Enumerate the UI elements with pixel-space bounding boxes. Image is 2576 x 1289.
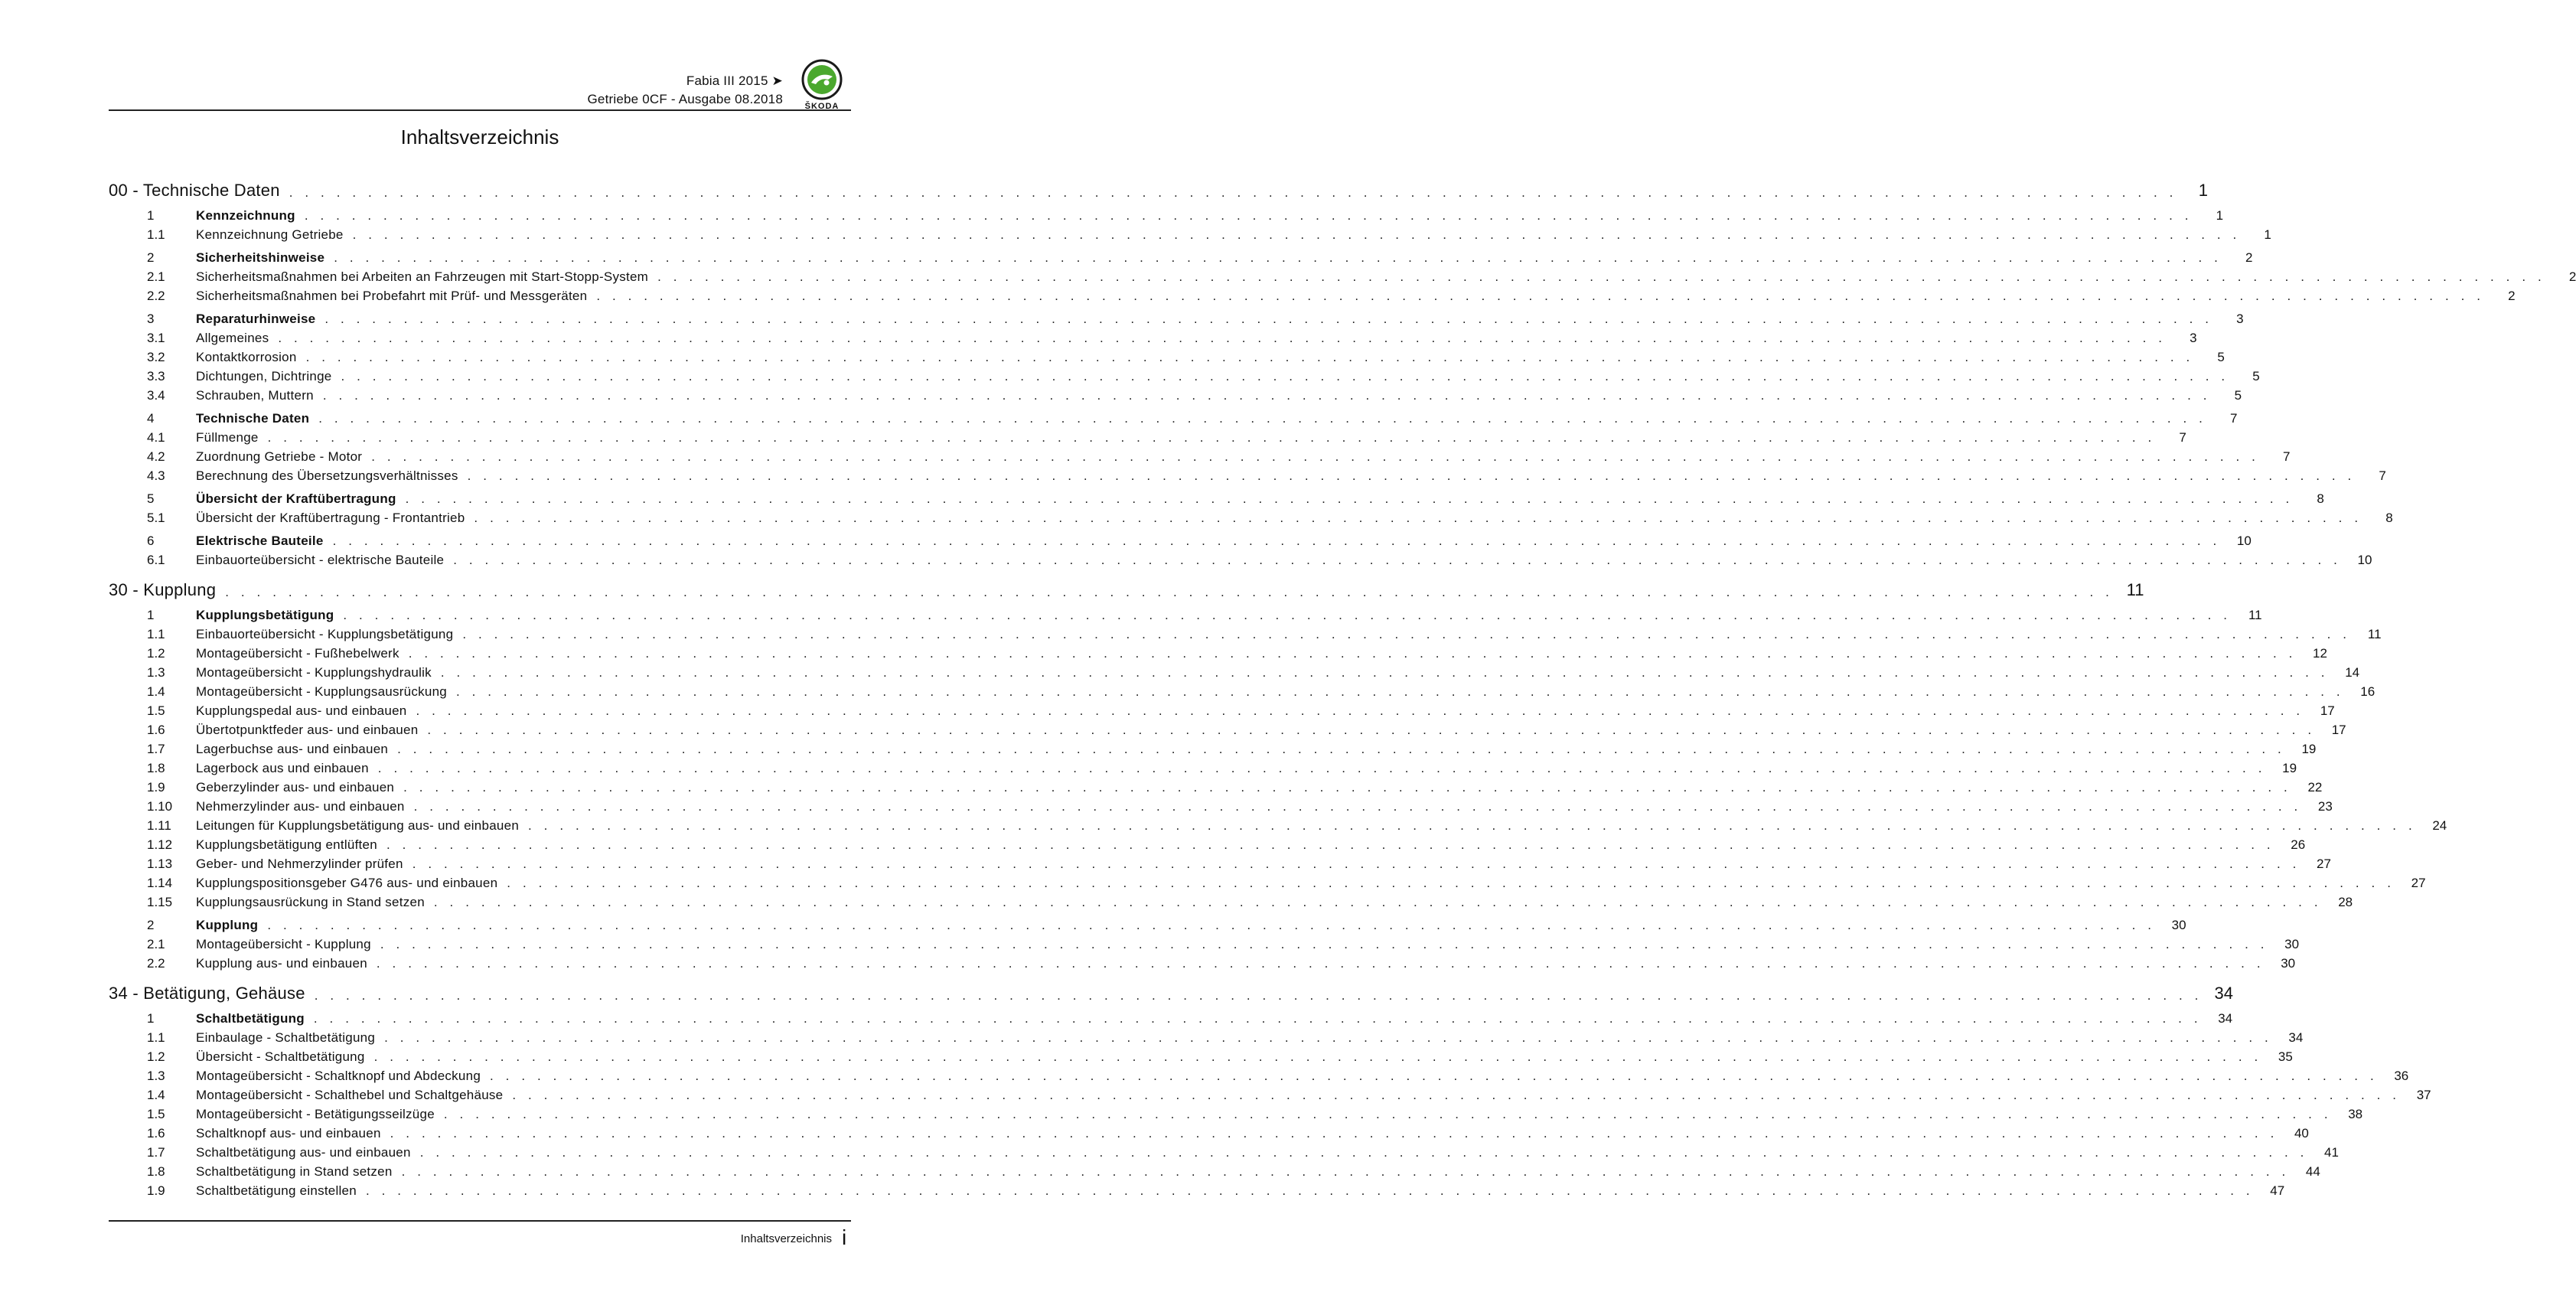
toc-title: Übertotpunktfeder aus- und einbauen [196,723,419,737]
toc-number: 1.4 [147,1088,165,1102]
toc-title: Übersicht der Kraftübertragung [196,491,396,506]
toc-page: 7 [2282,449,2291,464]
toc-subsection-entry[interactable] [109,507,2393,526]
toc-number: 1.7 [147,742,165,756]
toc-number: 4.3 [147,468,165,483]
toc-number: 1.1 [147,1030,165,1045]
toc-subsection-entry[interactable] [109,872,2426,891]
toc-chapter [109,576,2447,971]
toc-page: 14 [2345,665,2360,680]
dot-leader: . . . . . . . . . . . . . . . . . . . . . . . . . . . . . . . . . . . . . . . . . . . . . . . . . . . . . . . . . . . . . . . . . . . . . . . . . . . . . . . . . . . . . . . . . . . . . . . . . . . . . . . . . . . . . . . . . . . . . . . . [343,608,2232,622]
toc-number: 1.2 [147,646,165,661]
toc-number: 4.2 [147,449,165,464]
toc-page: 10 [2236,534,2252,548]
skoda-logo [794,57,849,112]
toc-title: Berechnung des Übersetzungsverhältnisses [196,468,458,483]
toc-title: Kupplungsausrückung in Stand setzen [196,895,425,909]
toc-title: Montageübersicht - Schalthebel und Schaltgehäuse [196,1088,504,1102]
dot-leader: . . . . . . . . . . . . . . . . . . . . . . . . . . . . . . . . . . . . . . . . . . . . . . . . . . . . . . . . . . . . . . . . . . . . . . . . . . . . . . . . . . . . . . . . . . . . . . . . . . . . . . . . . . . . . . . . . . . . . . . . [413,799,2302,814]
toc-number: 1.5 [147,703,165,718]
toc-title: Einbauorteübersicht - elektrische Bauteile [196,553,445,567]
toc-subsection-entry[interactable] [109,285,2516,304]
footer-label: Inhaltsverzeichnis [740,1232,832,1245]
toc-page: 27 [2411,876,2426,890]
dot-leader: . . . . . . . . . . . . . . . . . . . . . . . . . . . . . . . . . . . . . . . . . . . . . . . . . . . . . . . . . . . . . . . . . . . . . . . . . . . . . . . . . . . . . . . . . . . . . . . . . . . . . . . . . . . . . . . . . . . . . . . . [341,369,2229,383]
toc-subsection-entry[interactable] [109,1160,2320,1180]
toc-title: Zuordnung Getriebe - Motor [196,449,363,464]
toc-subsection-entry[interactable] [109,642,2327,661]
toc-title: Kupplung [196,918,259,932]
toc-section-entry[interactable] [109,604,2262,623]
toc-page: 19 [2301,742,2317,756]
toc-number: 1.11 [147,818,171,833]
dot-leader: . . . . . . . . . . . . . . . . . . . . . . . . . . . . . . . . . . . . . . . . . . . . . . . . . . . . . . . . . . . . . . . . . . . . . . . . . . . . . . . . . . . . . . . . . . . . . . . . . . . . . . . . . . . . . . . . . . . . . . . . [433,895,2323,909]
dot-leader: . . . . . . . . . . . . . . . . . . . . . . . . . . . . . . . . . . . . . . . . . . . . . . . . . . . . . . . . . . . . . . . . . . . . . . . . . . . . . . . . . . . . . . . . . . . . . . . . . . . . . . . . . . . . . . . . . . . . . . . . [289,185,2177,200]
toc-page: 12 [2313,646,2327,661]
dot-leader: . . . . . . . . . . . . . . . . . . . . . . . . . . . . . . . . . . . . . . . . . . . . . . . . . . . . . . . . . . . . . . . . . . . . . . . . . . . . . . . . . . . . . . . . . . . . . . . . . . . . . . . . . . . . . . . . . . . . . . . . [528,818,2417,833]
toc-number: 1.12 [147,837,173,852]
toc-title: Montageübersicht - Fußhebelwerk [196,646,399,661]
dot-leader: . . . . . . . . . . . . . . . . . . . . . . . . . . . . . . . . . . . . . . . . . . . . . . . . . . . . . . . . . . . . . . . . . . . . . . . . . . . . . . . . . . . . . . . . . . . . . . . . . . . . . . . . . . . . . . . . . . . . . . . . [440,665,2330,680]
toc-page: 26 [2291,837,2306,852]
toc-subsection-entry[interactable] [109,327,2197,346]
toc-number: 1.8 [147,1164,165,1179]
header-edition: Getriebe 0CF - Ausgabe 08.2018 [587,92,783,106]
dot-leader: . . . . . . . . . . . . . . . . . . . . . . . . . . . . . . . . . . . . . . . . . . . . . . . . . . . . . . . . . . . . . . . . . . . . . . . . . . . . . . . . . . . . . . . . . . . . . . . . . . . . . . . . . . . . . . . . . . . . . . . . [474,511,2362,525]
dot-leader: . . . . . . . . . . . . . . . . . . . . . . . . . . . . . . . . . . . . . . . . . . . . . . . . . . . . . . . . . . . . . . . . . . . . . . . . . . . . . . . . . . . . . . . . . . . . . . . . . . . . . . . . . . . . . . . . . . . . . . . . [324,312,2213,326]
toc-subsection-entry[interactable] [109,738,2317,757]
toc-number: 3.3 [147,369,165,383]
dot-leader: . . . . . . . . . . . . . . . . . . . . . . . . . . . . . . . . . . . . . . . . . . . . . . . . . . . . . . . . . . . . . . . . . . . . . . . . . . . . . . . . . . . . . . . . . . . . . . . . . . . . . . . . . . . . . . . . . . . . . . . . [405,491,2294,506]
dot-leader: . . . . . . . . . . . . . . . . . . . . . . . . . . . . . . . . . . . . . . . . . . . . . . . . . . . . . . . . . . . . . . . . . . . . . . . . . . . . . . . . . . . . . . . . . . . . . . . . . . . . . . . . . . . . . . . . . . . . . . . . [304,208,2193,223]
toc-page: 30 [2171,918,2186,932]
toc-title: Schrauben, Muttern [196,388,314,403]
dot-leader: . . . . . . . . . . . . . . . . . . . . . . . . . . . . . . . . . . . . . . . . . . . . . . . . . . . . . . . . . . . . . . . . . . . . . . . . . . . . . . . . . . . . . . . . . . . . . . . . . . . . . . . . . . . . . . . . . . . . . . . . [512,1088,2401,1102]
dot-leader: . . . . . . . . . . . . . . . . . . . . . . . . . . . . . . . . . . . . . . . . . . . . . . . . . . . . . . . . . . . . . . . . . . . . . . . . . . . . . . . . . . . . . . . . . . . . . . . . . . . . . . . . . . . . . . . . . . . . . . . . [384,1030,2273,1045]
toc-subsection-entry[interactable] [109,776,2323,795]
toc-title: Montageübersicht - Kupplung [196,937,371,951]
dot-leader: . . . . . . . . . . . . . . . . . . . . . . . . . . . . . . . . . . . . . . . . . . . . . . . . . . . . . . . . . . . . . . . . . . . . . . . . . . . . . . . . . . . . . . . . . . . . . . . . . . . . . . . . . . . . . . . . . . . . . . . . [314,988,2203,1003]
toc-subsection-entry[interactable] [109,1122,2309,1141]
toc-section-entry[interactable] [109,246,2253,266]
toc-page: 30 [2284,937,2300,951]
dot-leader: . . . . . . . . . . . . . . . . . . . . . . . . . . . . . . . . . . . . . . . . . . . . . . . . . . . . . . . . . . . . . . . . . . . . . . . . . . . . . . . . . . . . . . . . . . . . . . . . . . . . . . . . . . . . . . . . . . . . . . . . [490,1069,2379,1083]
toc-number: 6 [147,534,155,548]
toc-number: 1.4 [147,684,165,699]
toc-subsection-entry[interactable] [109,661,2360,680]
toc-subsection-entry[interactable] [109,384,2242,403]
toc-section-entry[interactable] [109,407,2238,426]
toc-page: 30 [2281,956,2296,971]
toc-number: 1.1 [147,627,165,641]
dot-leader: . . . . . . . . . . . . . . . . . . . . . . . . . . . . . . . . . . . . . . . . . . . . . . . . . . . . . . . . . . . . . . . . . . . . . . . . . . . . . . . . . . . . . . . . . . . . . . . . . . . . . . . . . . . . . . . . . . . . . . . . [412,857,2300,871]
toc-page: 5 [2217,350,2225,364]
toc-subsection-entry[interactable] [109,933,2300,952]
toc-subsection-entry[interactable] [109,952,2296,971]
toc-page: 28 [2338,895,2353,909]
toc-title: Einbaulage - Schaltbetätigung [196,1030,376,1045]
toc-title: Montageübersicht - Kupplungshydraulik [196,665,432,680]
footer-divider [109,1220,851,1222]
dot-leader: . . . . . . . . . . . . . . . . . . . . . . . . . . . . . . . . . . . . . . . . . . . . . . . . . . . . . . . . . . . . . . . . . . . . . . . . . . . . . . . . . . . . . . . . . . . . . . . . . . . . . . . . . . . . . . . . . . . . . . . . [416,703,2304,718]
toc-subsection-entry[interactable] [109,346,2225,365]
toc-title: Dichtungen, Dichtringe [196,369,332,383]
toc-subsection-entry[interactable] [109,814,2447,834]
toc-page: 1 [2264,227,2271,242]
dot-leader: . . . . . . . . . . . . . . . . . . . . . . . . . . . . . . . . . . . . . . . . . . . . . . . . . . . . . . . . . . . . . . . . . . . . . . . . . . . . . . . . . . . . . . . . . . . . . . . . . . . . . . . . . . . . . . . . . . . . . . . . [305,350,2194,364]
toc-subsection-entry[interactable] [109,224,2271,243]
dot-leader: . . . . . . . . . . . . . . . . . . . . . . . . . . . . . . . . . . . . . . . . . . . . . . . . . . . . . . . . . . . . . . . . . . . . . . . . . . . . . . . . . . . . . . . . . . . . . . . . . . . . . . . . . . . . . . . . . . . . . . . . [467,468,2356,483]
toc-title: Füllmenge [196,430,259,445]
toc-subsection-entry[interactable] [109,719,2346,738]
toc-page: 44 [2305,1164,2320,1179]
toc-subsection-entry[interactable] [109,853,2331,872]
dot-leader: . . . . . . . . . . . . . . . . . . . . . . . . . . . . . . . . . . . . . . . . . . . . . . . . . . . . . . . . . . . . . . . . . . . . . . . . . . . . . . . . . . . . . . . . . . . . . . . . . . . . . . . . . . . . . . . . . . . . . . . . [318,411,2207,426]
toc-number: 1.2 [147,1049,165,1064]
dot-leader: . . . . . . . . . . . . . . . . . . . . . . . . . . . . . . . . . . . . . . . . . . . . . . . . . . . . . . . . . . . . . . . . . . . . . . . . . . . . . . . . . . . . . . . . . . . . . . . . . . . . . . . . . . . . . . . . . . . . . . . . [657,269,2546,284]
header-divider [109,109,851,111]
toc-subsection-entry[interactable] [109,700,2335,719]
toc-page: 27 [2317,857,2331,871]
dot-leader: . . . . . . . . . . . . . . . . . . . . . . . . . . . . . . . . . . . . . . . . . . . . . . . . . . . . . . . . . . . . . . . . . . . . . . . . . . . . . . . . . . . . . . . . . . . . . . . . . . . . . . . . . . . . . . . . . . . . . . . . [322,388,2212,403]
toc-page: 19 [2282,761,2297,775]
toc-number: 5 [147,491,155,506]
toc-number: 3.4 [147,388,165,403]
toc-title: Montageübersicht - Betätigungsseilzüge [196,1107,435,1121]
toc-subsection-entry[interactable] [109,623,2382,642]
page-title: Inhaltsverzeichnis [400,126,559,148]
toc-title: Technische Daten [196,411,310,426]
toc-page: 17 [2331,723,2346,737]
toc-chapter-entry[interactable] [109,176,2208,201]
toc-section-entry[interactable] [109,204,2224,224]
toc-title: Kupplungsbetätigung entlüften [196,837,377,852]
toc-number: 1.8 [147,761,165,775]
dot-leader: . . . . . . . . . . . . . . . . . . . . . . . . . . . . . . . . . . . . . . . . . . . . . . . . . . . . . . . . . . . . . . . . . . . . . . . . . . . . . . . . . . . . . . . . . . . . . . . . . . . . . . . . . . . . . . . . . . . . . . . . [401,1164,2290,1179]
toc-subsection-entry[interactable] [109,1065,2409,1084]
dot-leader: . . . . . . . . . . . . . . . . . . . . . . . . . . . . . . . . . . . . . . . . . . . . . . . . . . . . . . . . . . . . . . . . . . . . . . . . . . . . . . . . . . . . . . . . . . . . . . . . . . . . . . . . . . . . . . . . . . . . . . . . [408,646,2297,661]
toc-page: 7 [2379,468,2386,483]
toc-page: 16 [2360,684,2375,699]
toc-page: 2 [2508,289,2516,303]
toc-subsection-entry[interactable] [109,1141,2339,1160]
toc-title: Kontaktkorrosion [196,350,297,364]
toc-page: 11 [2367,627,2382,641]
toc-title: Kennzeichnung [196,208,295,223]
toc-subsection-entry[interactable] [109,445,2291,465]
toc-page: 5 [2252,369,2260,383]
toc-chapter-entry[interactable] [109,576,2144,600]
toc-page: 5 [2234,388,2242,403]
toc-number: 1 [147,608,155,622]
toc-subsection-entry[interactable] [109,549,2372,568]
toc-number: 1.14 [147,876,173,890]
toc-chapter [109,979,2431,1199]
toc-title: Allgemeines [196,331,269,345]
toc-subsection-entry[interactable] [109,465,2386,484]
toc-chapter [109,176,2576,568]
toc-title: Einbauorteübersicht - Kupplungsbetätigung [196,627,454,641]
toc-section-entry[interactable] [109,1007,2233,1026]
toc-page: 35 [2278,1049,2293,1064]
toc-title: Kupplungspositionsgeber G476 aus- und einbauen [196,876,498,890]
toc-title: 34 - Betätigung, Gehäuse [109,984,305,1003]
toc-number: 3.1 [147,331,165,345]
toc-page: 40 [2294,1126,2309,1141]
toc-title: Geber- und Nehmerzylinder prüfen [196,857,403,871]
toc-number: 2.1 [147,937,165,951]
toc-page: 34 [2218,1011,2233,1026]
toc-page: 47 [2270,1183,2285,1198]
toc-title: Kupplungspedal aus- und einbauen [196,703,407,718]
toc-number: 1.13 [147,857,173,871]
toc-title: Geberzylinder aus- und einbauen [196,780,395,795]
dot-leader: . . . . . . . . . . . . . . . . . . . . . . . . . . . . . . . . . . . . . . . . . . . . . . . . . . . . . . . . . . . . . . . . . . . . . . . . . . . . . . . . . . . . . . . . . . . . . . . . . . . . . . . . . . . . . . . . . . . . . . . . [267,430,2156,445]
toc-title: Schaltbetätigung einstellen [196,1183,357,1198]
dot-leader: . . . . . . . . . . . . . . . . . . . . . . . . . . . . . . . . . . . . . . . . . . . . . . . . . . . . . . . . . . . . . . . . . . . . . . . . . . . . . . . . . . . . . . . . . . . . . . . . . . . . . . . . . . . . . . . . . . . . . . . . [596,289,2485,303]
toc-subsection-entry[interactable] [109,266,2576,285]
brand-wordmark: ŠKODA [804,102,840,111]
toc-subsection-entry[interactable] [109,834,2306,853]
toc-title: Schaltknopf aus- und einbauen [196,1126,381,1141]
toc-page: 11 [2126,580,2144,599]
toc-page: 1 [2216,208,2224,223]
toc-title: Leitungen für Kupplungsbetätigung aus- und einbauen [196,818,520,833]
toc-page: 23 [2317,799,2333,814]
toc-number: 1.9 [147,1183,165,1198]
toc-page: 7 [2179,430,2186,445]
toc-title: Sicherheitsmaßnahmen bei Arbeiten an Fahrzeugen mit Start-Stopp-System [196,269,649,284]
dot-leader: . . . . . . . . . . . . . . . . . . . . . . . . . . . . . . . . . . . . . . . . . . . . . . . . . . . . . . . . . . . . . . . . . . . . . . . . . . . . . . . . . . . . . . . . . . . . . . . . . . . . . . . . . . . . . . . . . . . . . . . . [453,553,2342,567]
toc-number: 1.6 [147,723,165,737]
toc-page: 41 [2324,1145,2339,1160]
toc-title: Lagerbock aus und einbauen [196,761,369,775]
dot-leader: . . . . . . . . . . . . . . . . . . . . . . . . . . . . . . . . . . . . . . . . . . . . . . . . . . . . . . . . . . . . . . . . . . . . . . . . . . . . . . . . . . . . . . . . . . . . . . . . . . . . . . . . . . . . . . . . . . . . . . . . [443,1107,2333,1121]
dot-leader: . . . . . . . . . . . . . . . . . . . . . . . . . . . . . . . . . . . . . . . . . . . . . . . . . . . . . . . . . . . . . . . . . . . . . . . . . . . . . . . . . . . . . . . . . . . . . . . . . . . . . . . . . . . . . . . . . . . . . . . . [386,837,2275,852]
toc-section-entry[interactable] [109,308,2244,327]
toc-page: 3 [2236,312,2244,326]
toc-number: 1.10 [147,799,173,814]
toc-page: 11 [2248,608,2262,622]
header-model: Fabia III 2015 ➤ [686,73,783,88]
dot-leader: . . . . . . . . . . . . . . . . . . . . . . . . . . . . . . . . . . . . . . . . . . . . . . . . . . . . . . . . . . . . . . . . . . . . . . . . . . . . . . . . . . . . . . . . . . . . . . . . . . . . . . . . . . . . . . . . . . . . . . . . [427,723,2316,737]
toc-section-entry[interactable] [109,488,2324,507]
toc-number: 4 [147,411,155,426]
toc-page: 37 [2416,1088,2431,1102]
toc-chapter-entry[interactable] [109,979,2233,1003]
dot-leader: . . . . . . . . . . . . . . . . . . . . . . . . . . . . . . . . . . . . . . . . . . . . . . . . . . . . . . . . . . . . . . . . . . . . . . . . . . . . . . . . . . . . . . . . . . . . . . . . . . . . . . . . . . . . . . . . . . . . . . . . [267,918,2156,932]
dot-leader: . . . . . . . . . . . . . . . . . . . . . . . . . . . . . . . . . . . . . . . . . . . . . . . . . . . . . . . . . . . . . . . . . . . . . . . . . . . . . . . . . . . . . . . . . . . . . . . . . . . . . . . . . . . . . . . . . . . . . . . . [313,1011,2203,1026]
toc-title: Schaltbetätigung aus- und einbauen [196,1145,411,1160]
toc-number: 1.1 [147,227,165,242]
toc-number: 1.6 [147,1126,165,1141]
dot-leader: . . . . . . . . . . . . . . . . . . . . . . . . . . . . . . . . . . . . . . . . . . . . . . . . . . . . . . . . . . . . . . . . . . . . . . . . . . . . . . . . . . . . . . . . . . . . . . . . . . . . . . . . . . . . . . . . . . . . . . . . [334,250,2222,265]
toc-page: 8 [2317,491,2324,506]
toc-subsection-entry[interactable] [109,1046,2293,1065]
toc-title: Kennzeichnung Getriebe [196,227,344,242]
toc-number: 6.1 [147,553,165,567]
toc-page: 7 [2230,411,2238,426]
toc-title: Montageübersicht - Schaltknopf und Abdeckung [196,1069,481,1083]
toc-page: 2 [2245,250,2253,265]
toc-page: 34 [2214,984,2233,1003]
toc-number: 1.3 [147,1069,165,1083]
dot-leader: . . . . . . . . . . . . . . . . . . . . . . . . . . . . . . . . . . . . . . . . . . . . . . . . . . . . . . . . . . . . . . . . . . . . . . . . . . . . . . . . . . . . . . . . . . . . . . . . . . . . . . . . . . . . . . . . . . . . . . . . [376,956,2265,971]
toc-number: 5.1 [147,511,165,525]
toc-subsection-entry[interactable] [109,757,2297,776]
toc-number: 2.1 [147,269,165,284]
toc-number: 4.1 [147,430,165,445]
toc-title: Kupplung aus- und einbauen [196,956,367,971]
toc-title: Kupplungsbetätigung [196,608,334,622]
toc-number: 2 [147,918,155,932]
toc-page: 2 [2568,269,2576,284]
toc-number: 3 [147,312,155,326]
toc-page: 24 [2432,818,2447,833]
dot-leader: . . . . . . . . . . . . . . . . . . . . . . . . . . . . . . . . . . . . . . . . . . . . . . . . . . . . . . . . . . . . . . . . . . . . . . . . . . . . . . . . . . . . . . . . . . . . . . . . . . . . . . . . . . . . . . . . . . . . . . . . [278,331,2167,345]
dot-leader: . . . . . . . . . . . . . . . . . . . . . . . . . . . . . . . . . . . . . . . . . . . . . . . . . . . . . . . . . . . . . . . . . . . . . . . . . . . . . . . . . . . . . . . . . . . . . . . . . . . . . . . . . . . . . . . . . . . . . . . . [397,742,2286,756]
dot-leader: . . . . . . . . . . . . . . . . . . . . . . . . . . . . . . . . . . . . . . . . . . . . . . . . . . . . . . . . . . . . . . . . . . . . . . . . . . . . . . . . . . . . . . . . . . . . . . . . . . . . . . . . . . . . . . . . . . . . . . . . [371,449,2260,464]
toc-number: 2 [147,250,155,265]
toc-title: Elektrische Bauteile [196,534,324,548]
toc-page: 38 [2348,1107,2363,1121]
toc-title: Schaltbetätigung in Stand setzen [196,1164,393,1179]
dot-leader: . . . . . . . . . . . . . . . . . . . . . . . . . . . . . . . . . . . . . . . . . . . . . . . . . . . . . . . . . . . . . . . . . . . . . . . . . . . . . . . . . . . . . . . . . . . . . . . . . . . . . . . . . . . . . . . . . . . . . . . . [380,937,2269,951]
toc-number: 1 [147,1011,155,1026]
toc-page: 36 [2394,1069,2409,1083]
toc-number: 2.2 [147,289,165,303]
toc-number: 3.2 [147,350,165,364]
toc-page: 22 [2307,780,2323,795]
dot-leader: . . . . . . . . . . . . . . . . . . . . . . . . . . . . . . . . . . . . . . . . . . . . . . . . . . . . . . . . . . . . . . . . . . . . . . . . . . . . . . . . . . . . . . . . . . . . . . . . . . . . . . . . . . . . . . . . . . . . . . . . [225,585,2114,599]
dot-leader: . . . . . . . . . . . . . . . . . . . . . . . . . . . . . . . . . . . . . . . . . . . . . . . . . . . . . . . . . . . . . . . . . . . . . . . . . . . . . . . . . . . . . . . . . . . . . . . . . . . . . . . . . . . . . . . . . . . . . . . . [365,1183,2255,1198]
toc-page: 10 [2357,553,2372,567]
toc-subsection-entry[interactable] [109,1103,2363,1122]
toc-title: 30 - Kupplung [109,580,217,599]
toc-subsection-entry[interactable] [109,426,2186,445]
toc-subsection-entry[interactable] [109,680,2375,700]
toc-section-entry[interactable] [109,914,2186,933]
toc-page: 1 [2198,181,2208,200]
dot-leader: . . . . . . . . . . . . . . . . . . . . . . . . . . . . . . . . . . . . . . . . . . . . . . . . . . . . . . . . . . . . . . . . . . . . . . . . . . . . . . . . . . . . . . . . . . . . . . . . . . . . . . . . . . . . . . . . . . . . . . . . [377,761,2267,775]
toc-title: Sicherheitshinweise [196,250,325,265]
toc-title: Schaltbetätigung [196,1011,305,1026]
toc-subsection-entry[interactable] [109,1084,2431,1103]
dot-leader: . . . . . . . . . . . . . . . . . . . . . . . . . . . . . . . . . . . . . . . . . . . . . . . . . . . . . . . . . . . . . . . . . . . . . . . . . . . . . . . . . . . . . . . . . . . . . . . . . . . . . . . . . . . . . . . . . . . . . . . . [507,876,2395,890]
dot-leader: . . . . . . . . . . . . . . . . . . . . . . . . . . . . . . . . . . . . . . . . . . . . . . . . . . . . . . . . . . . . . . . . . . . . . . . . . . . . . . . . . . . . . . . . . . . . . . . . . . . . . . . . . . . . . . . . . . . . . . . . [455,684,2345,699]
dot-leader: . . . . . . . . . . . . . . . . . . . . . . . . . . . . . . . . . . . . . . . . . . . . . . . . . . . . . . . . . . . . . . . . . . . . . . . . . . . . . . . . . . . . . . . . . . . . . . . . . . . . . . . . . . . . . . . . . . . . . . . . [332,534,2221,548]
toc-number: 1.9 [147,780,165,795]
dot-leader: . . . . . . . . . . . . . . . . . . . . . . . . . . . . . . . . . . . . . . . . . . . . . . . . . . . . . . . . . . . . . . . . . . . . . . . . . . . . . . . . . . . . . . . . . . . . . . . . . . . . . . . . . . . . . . . . . . . . . . . . [419,1145,2308,1160]
toc-title: Lagerbuchse aus- und einbauen [196,742,389,756]
toc-page: 3 [2190,331,2197,345]
toc-number: 1.7 [147,1145,165,1160]
toc-number: 1 [147,208,155,223]
toc-subsection-entry[interactable] [109,891,2353,910]
toc-subsection-entry[interactable] [109,1026,2304,1046]
toc-title: 00 - Technische Daten [109,181,280,200]
toc-title: Übersicht - Schaltbetätigung [196,1049,365,1064]
toc-title: Sicherheitsmaßnahmen bei Probefahrt mit Prüf- und Messgeräten [196,289,588,303]
toc-number: 1.3 [147,665,165,680]
toc-number: 1.5 [147,1107,165,1121]
dot-leader: . . . . . . . . . . . . . . . . . . . . . . . . . . . . . . . . . . . . . . . . . . . . . . . . . . . . . . . . . . . . . . . . . . . . . . . . . . . . . . . . . . . . . . . . . . . . . . . . . . . . . . . . . . . . . . . . . . . . . . . . [462,627,2351,641]
toc-subsection-entry[interactable] [109,1180,2285,1199]
toc-title: Reparaturhinweise [196,312,316,326]
toc-number: 1.15 [147,895,173,909]
toc-subsection-entry[interactable] [109,795,2333,814]
dot-leader: . . . . . . . . . . . . . . . . . . . . . . . . . . . . . . . . . . . . . . . . . . . . . . . . . . . . . . . . . . . . . . . . . . . . . . . . . . . . . . . . . . . . . . . . . . . . . . . . . . . . . . . . . . . . . . . . . . . . . . . . [390,1126,2278,1141]
toc-title: Nehmerzylinder aus- und einbauen [196,799,405,814]
toc-title: Montageübersicht - Kupplungsausrückung [196,684,447,699]
footer-page-number: i [842,1225,847,1249]
toc-section-entry[interactable] [109,530,2252,549]
dot-leader: . . . . . . . . . . . . . . . . . . . . . . . . . . . . . . . . . . . . . . . . . . . . . . . . . . . . . . . . . . . . . . . . . . . . . . . . . . . . . . . . . . . . . . . . . . . . . . . . . . . . . . . . . . . . . . . . . . . . . . . . [373,1049,2262,1064]
toc-page: 8 [2385,511,2393,525]
dot-leader: . . . . . . . . . . . . . . . . . . . . . . . . . . . . . . . . . . . . . . . . . . . . . . . . . . . . . . . . . . . . . . . . . . . . . . . . . . . . . . . . . . . . . . . . . . . . . . . . . . . . . . . . . . . . . . . . . . . . . . . . [352,227,2241,242]
toc-page: 34 [2288,1030,2304,1045]
toc-page: 17 [2320,703,2335,718]
dot-leader: . . . . . . . . . . . . . . . . . . . . . . . . . . . . . . . . . . . . . . . . . . . . . . . . . . . . . . . . . . . . . . . . . . . . . . . . . . . . . . . . . . . . . . . . . . . . . . . . . . . . . . . . . . . . . . . . . . . . . . . . [403,780,2292,795]
toc-subsection-entry[interactable] [109,365,2260,384]
table-of-contents [109,176,2576,1206]
toc-number: 2.2 [147,956,165,971]
toc-title: Übersicht der Kraftübertragung - Frontantrieb [196,511,465,525]
